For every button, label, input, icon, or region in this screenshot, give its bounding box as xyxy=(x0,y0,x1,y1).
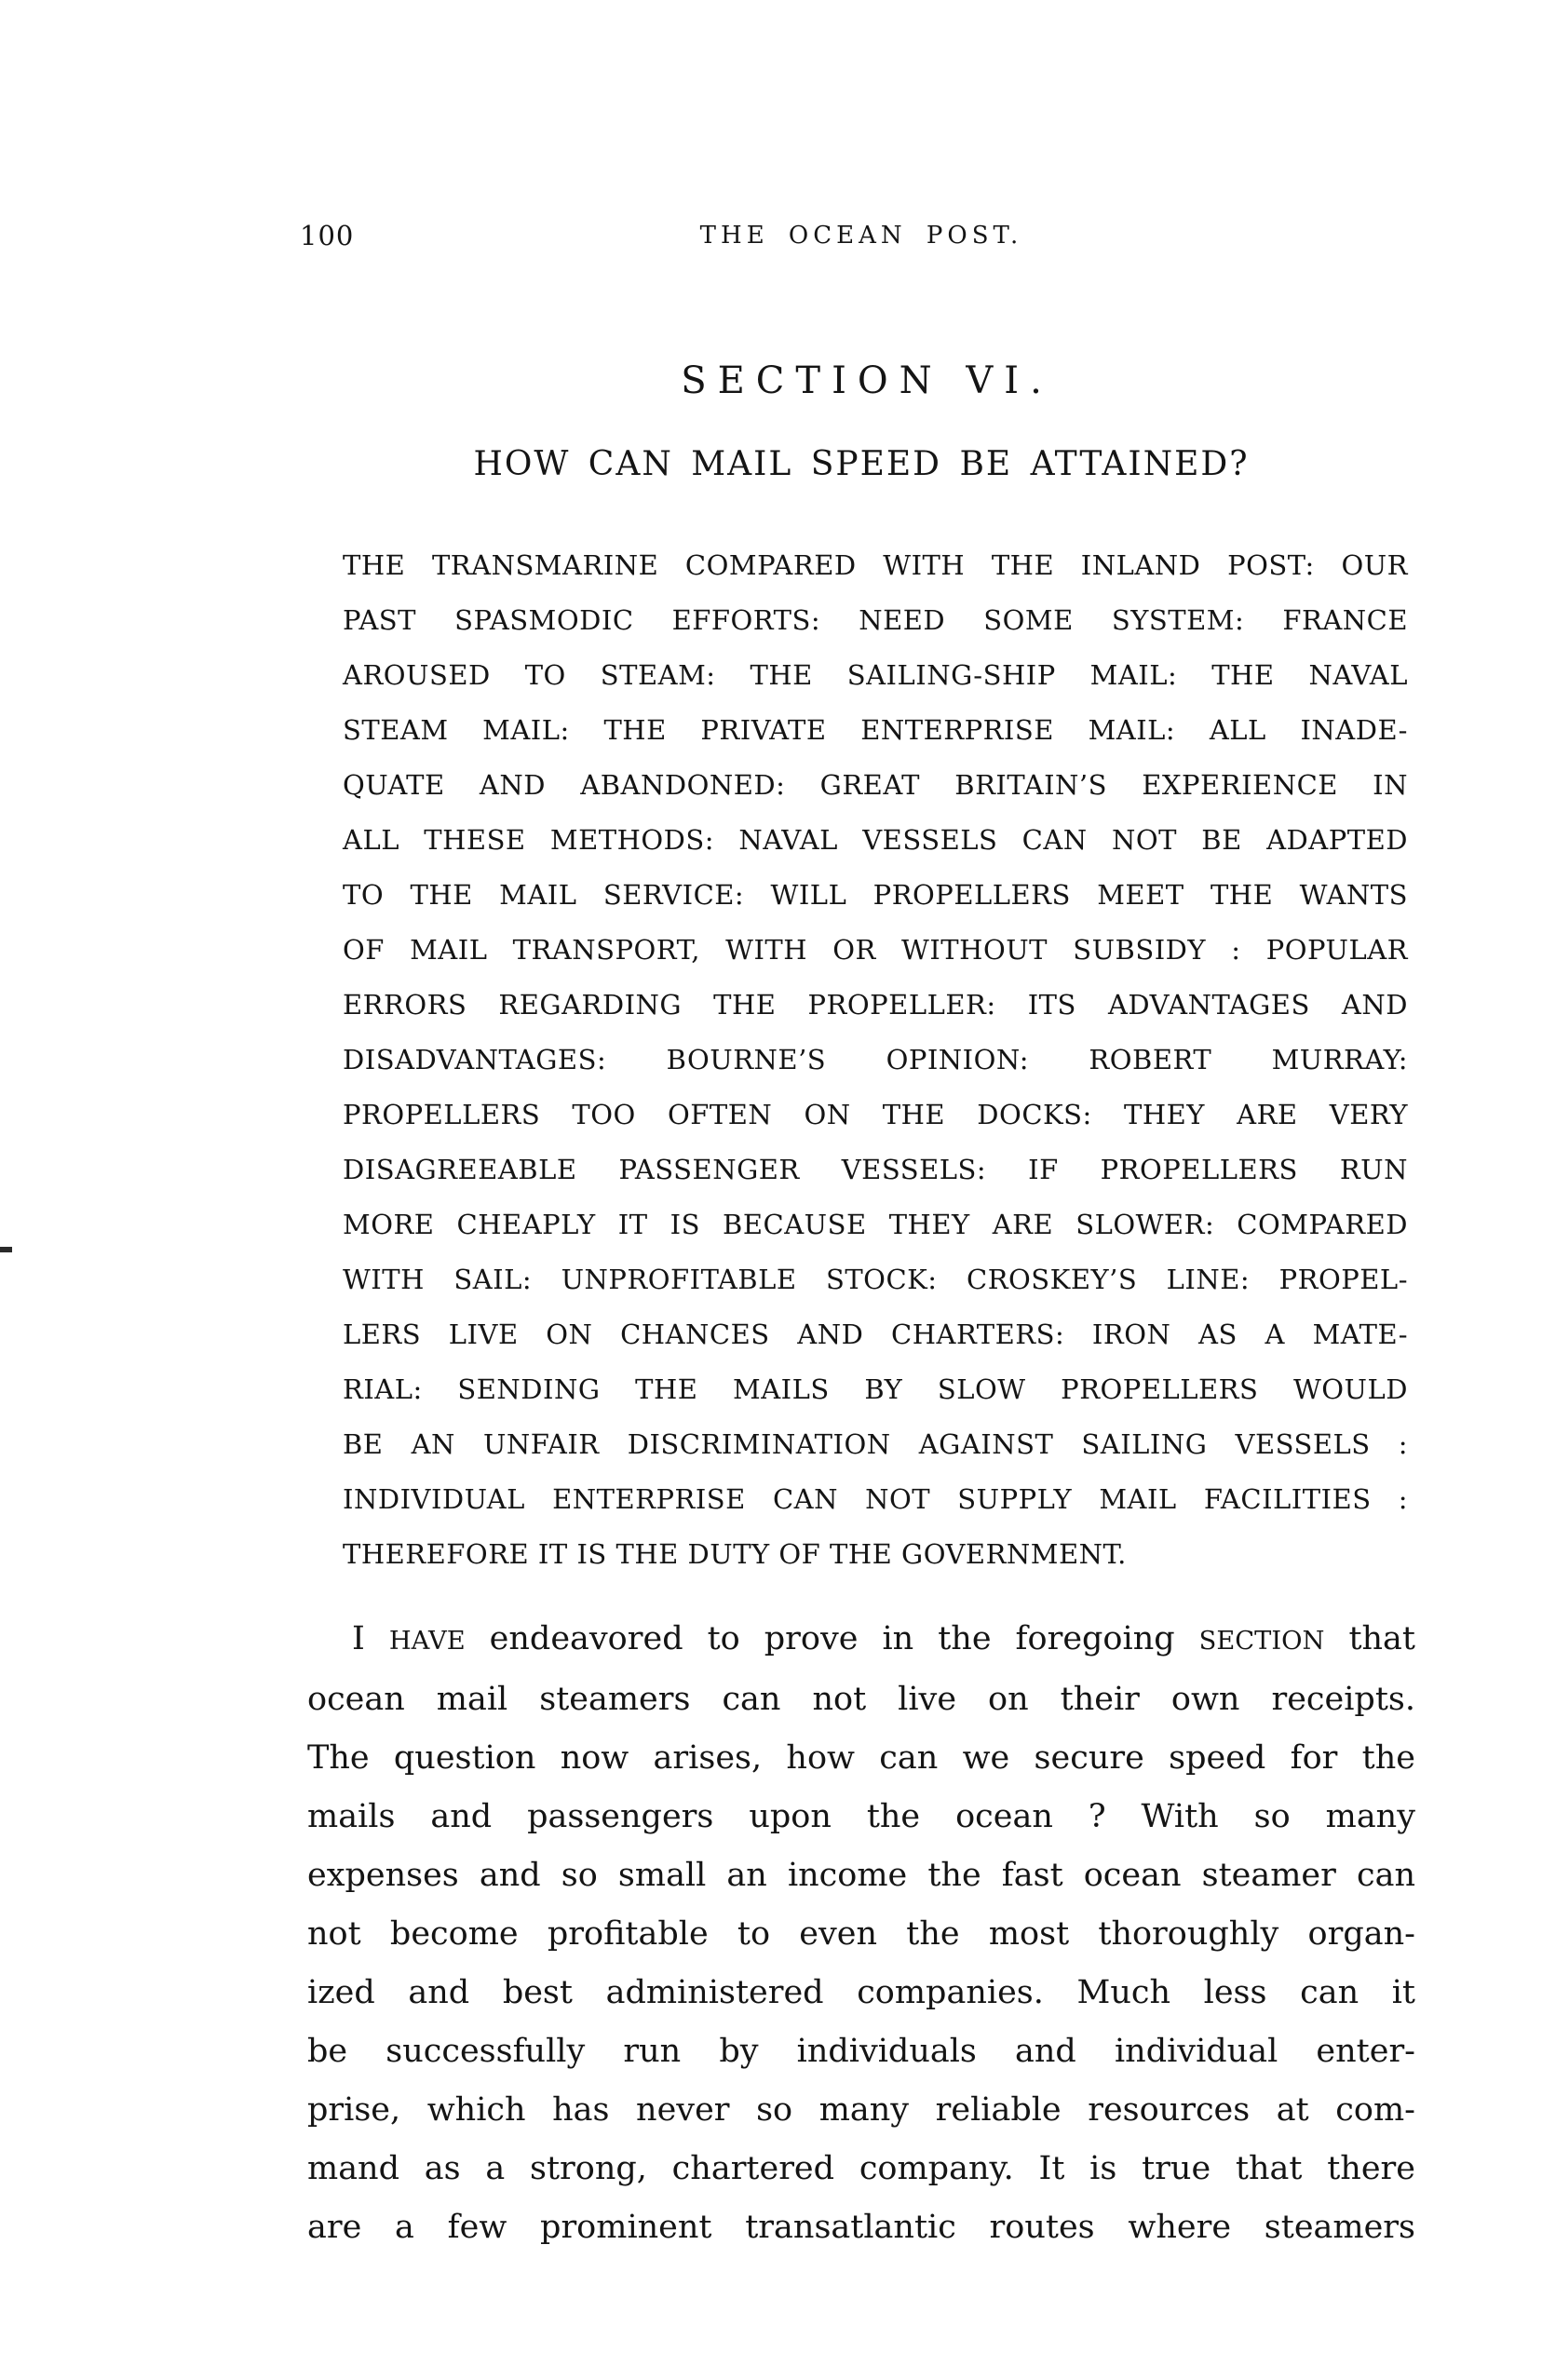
text-line: RIAL: SENDING THE MAILS BY SLOW PROPELLERS WOULD xyxy=(343,1373,1408,1405)
text-line: ized and best administered companies. Much less can it xyxy=(307,1974,1415,2011)
body-paragraph xyxy=(307,1610,1415,2257)
text-line: TO THE MAIL SERVICE: WILL PROPELLERS MEET THE WANTS xyxy=(343,879,1408,911)
text-line: WITH SAIL: UNPROFITABLE STOCK: CROSKEY’S LINE: PROPEL- xyxy=(343,1264,1408,1295)
text-line: are a few prominent transatlantic routes where steamers xyxy=(307,2209,1415,2246)
text-line: DISAGREEABLE PASSENGER VESSELS: IF PROPELLERS RUN xyxy=(343,1154,1408,1185)
text-line: BE AN UNFAIR DISCRIMINATION AGAINST SAILING VESSELS : xyxy=(343,1428,1408,1460)
text-line: THE TRANSMARINE COMPARED WITH THE INLAND POST: OUR xyxy=(343,549,1408,581)
text-line: ALL THESE METHODS: NAVAL VESSELS CAN NOT BE ADAPTED xyxy=(343,824,1408,856)
text-line: ERRORS REGARDING THE PROPELLER: ITS ADVANTAGES AND xyxy=(343,989,1408,1021)
text-line: be successfully run by individuals and individual enter- xyxy=(307,2033,1415,2070)
text-line: ocean mail steamers can not live on their own receipts. xyxy=(307,1681,1415,1718)
text-line: LERS LIVE ON CHANCES AND CHARTERS: IRON AS A MATE- xyxy=(343,1318,1408,1350)
text-line: PROPELLERS TOO OFTEN ON THE DOCKS: THEY ARE VERY xyxy=(343,1099,1408,1130)
text-line: STEAM MAIL: THE PRIVATE ENTERPRISE MAIL: ALL INADE- xyxy=(343,714,1408,746)
text-line: prise, which has never so many reliable resources at com- xyxy=(307,2091,1415,2129)
text-line: I HAVE endeavored to prove in the foregoing SECTION that xyxy=(352,1620,1415,1657)
text-line: QUATE AND ABANDONED: GREAT BRITAIN’S EXPERIENCE IN xyxy=(343,769,1408,801)
page-number: 100 xyxy=(300,220,355,251)
text-line: INDIVIDUAL ENTERPRISE CAN NOT SUPPLY MAIL FACILITIES : xyxy=(343,1483,1408,1515)
text-line: DISADVANTAGES: BOURNE’S OPINION: ROBERT MURRAY: xyxy=(343,1044,1408,1075)
text-line: The question now arises, how can we secure speed for the xyxy=(307,1739,1415,1777)
section-title: SECTION VI. xyxy=(681,359,1053,402)
text-line: mand as a strong, chartered company. It is true that there xyxy=(307,2150,1415,2187)
text-line: expenses and so small an income the fast ocean steamer can xyxy=(307,1857,1415,1894)
text-line: THEREFORE IT IS THE DUTY OF THE GOVERNMENT. xyxy=(343,1538,1127,1570)
text-line: PAST SPASMODIC EFFORTS: NEED SOME SYSTEM: FRANCE xyxy=(343,604,1408,636)
text-line: OF MAIL TRANSPORT, WITH OR WITHOUT SUBSIDY : POPULAR xyxy=(343,934,1408,966)
text-line: MORE CHEAPLY IT IS BECAUSE THEY ARE SLOWER: COMPARED xyxy=(343,1209,1408,1240)
text-line: AROUSED TO STEAM: THE SAILING-SHIP MAIL: THE NAVAL xyxy=(343,659,1408,691)
text-line: mails and passengers upon the ocean ? With so many xyxy=(307,1798,1415,1835)
running-header-title: THE OCEAN POST. xyxy=(699,222,1023,250)
scan-edge-artifact xyxy=(0,1247,12,1252)
section-argument-summary xyxy=(343,538,1408,1582)
section-subtitle: HOW CAN MAIL SPEED BE ATTAINED? xyxy=(473,445,1250,483)
text-line: not become profitable to even the most thoroughly organ- xyxy=(307,1915,1415,1953)
